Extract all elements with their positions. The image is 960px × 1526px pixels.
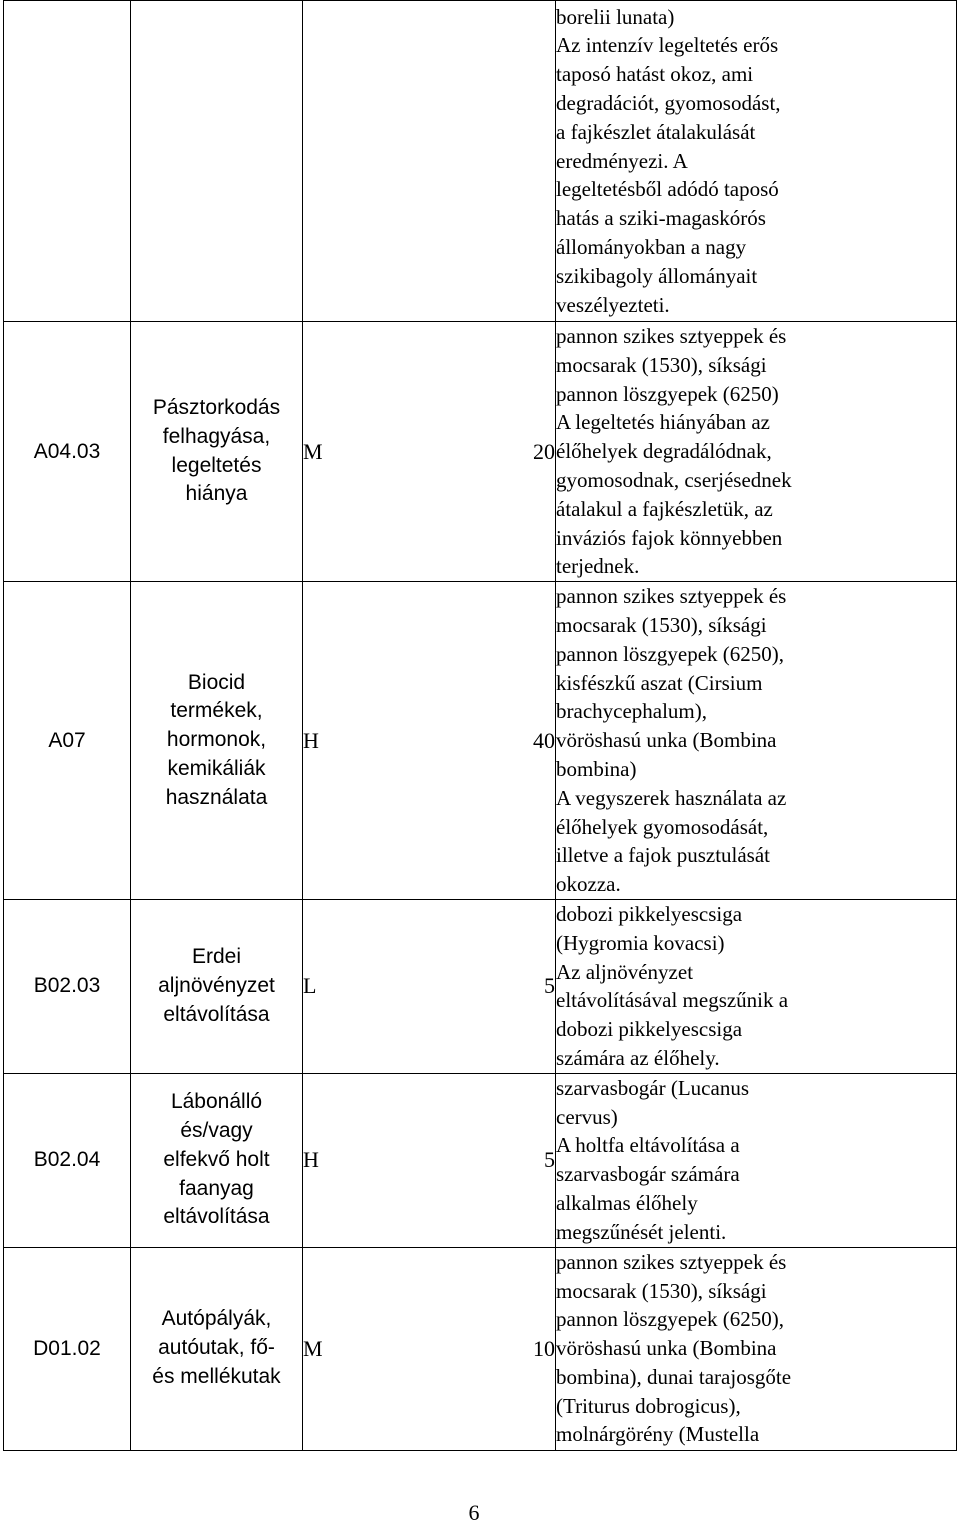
threat-rank: M <box>303 1247 456 1450</box>
threat-description-cell <box>556 1 957 322</box>
threats-table <box>3 0 957 1451</box>
impact-text: Az aljnövényzet eltávolításával megszűnik a dobozi pikkelyescsiga számára az élőhely. <box>556 959 789 1070</box>
threat-percent: 5 <box>456 1073 556 1247</box>
table-row <box>4 1247 957 1450</box>
threat-name: Lábonálló és/vagy elfekvő holt faanyag eltávolítása <box>131 1073 303 1247</box>
continued-impact-text: borelii lunata) Az intenzív legeltetés erős taposó hatást okoz, ami degradációt, gyomosodást, a fajkészlet átalakulását eredményezi. A legeltetésből adódó taposó hatás a sziki-magaskórós állományokban a nagy szikibagoly állományait veszélyezteti. <box>556 4 781 317</box>
threat-code: B02.04 <box>4 1073 131 1247</box>
affected-features: pannon szikes sztyeppek és mocsarak (1530), síksági pannon löszgyepek (6250), kisfészkű aszat (Cirsium brachycephalum), vöröshasú unka (Bombina bombina) <box>556 584 787 781</box>
threat-percent: 5 <box>456 899 556 1073</box>
threat-code-cell <box>4 1 131 322</box>
threat-rank: H <box>303 1073 456 1247</box>
threat-percent: 10 <box>456 1247 556 1450</box>
threat-code: B02.03 <box>4 899 131 1073</box>
impact-text: A legeltetés hiányában az élőhelyek degradálódnak, gyomosodnak, cserjésednek átalakul a fajkészletük, az inváziós fajok könnyebben terjednek. <box>556 410 792 579</box>
impact-text: A holtfa eltávolítása a szarvasbogár számára alkalmas élőhely megszűnését jelenti. <box>556 1133 740 1244</box>
table-row <box>4 582 957 900</box>
threat-description <box>556 899 957 1073</box>
threat-rank: M <box>303 322 456 582</box>
affected-features: dobozi pikkelyescsiga (Hygromia kovacsi) <box>556 901 743 955</box>
threat-code: A04.03 <box>4 322 131 582</box>
threat-rank: L <box>303 899 456 1073</box>
threat-description <box>556 1073 957 1247</box>
threat-name: Erdei aljnövényzet eltávolítása <box>131 899 303 1073</box>
threat-percent: 40 <box>456 582 556 900</box>
affected-features: szarvasbogár (Lucanus cervus) <box>556 1075 749 1129</box>
threat-name-cell <box>131 1 303 322</box>
affected-features: pannon szikes sztyeppek és mocsarak (1530), síksági pannon löszgyepek (6250) <box>556 324 787 406</box>
affected-features: pannon szikes sztyeppek és mocsarak (1530), síksági pannon löszgyepek (6250), vöröshasú unka (Bombina bombina), dunai tarajosgőte (Triturus dobrogicus), molnárgörény (Mustella <box>556 1249 792 1447</box>
threat-name: Pásztorkodás felhagyása, legeltetés hiánya <box>131 322 303 582</box>
threat-description <box>556 1247 957 1450</box>
threat-rank: H <box>303 582 456 900</box>
threat-description <box>556 582 957 900</box>
threat-percent: 20 <box>456 322 556 582</box>
threat-name: Biocid termékek, hormonok, kemikáliák használata <box>131 582 303 900</box>
threat-percent-cell <box>456 1 556 322</box>
threat-rank-cell <box>303 1 456 322</box>
table-row <box>4 322 957 582</box>
threat-description <box>556 322 957 582</box>
table-row <box>4 1073 957 1247</box>
threat-code: D01.02 <box>4 1247 131 1450</box>
table-row <box>4 899 957 1073</box>
table-row-continuation <box>4 1 957 322</box>
page-number: 6 <box>468 1500 480 1525</box>
threat-name: Autópályák, autóutak, fő- és mellékutak <box>131 1247 303 1450</box>
threat-code: A07 <box>4 582 131 900</box>
impact-text: A vegyszerek használata az élőhelyek gyomosodását, illetve a fajok pusztulását okozza. <box>556 785 787 897</box>
